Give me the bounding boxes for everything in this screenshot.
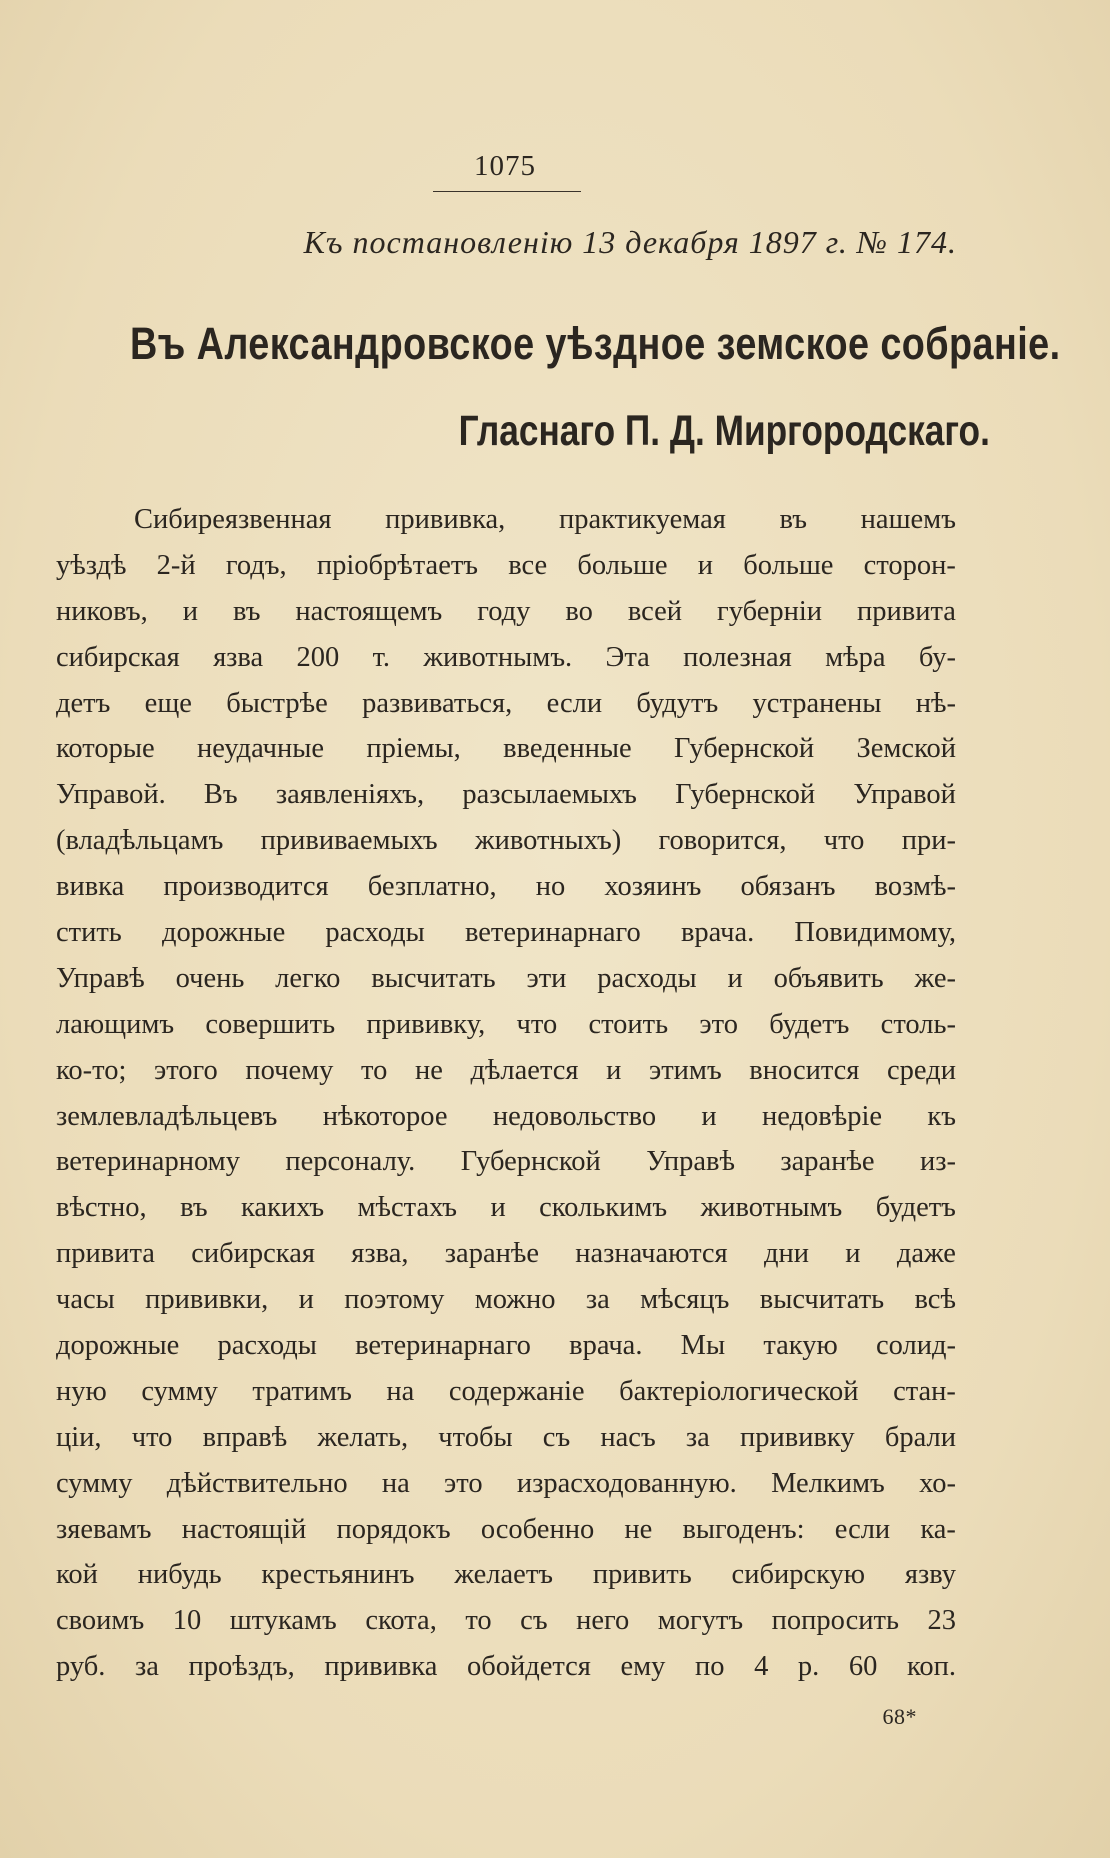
word: язва, [351, 1238, 409, 1270]
text-line [56, 635, 956, 681]
word: очень [175, 962, 245, 994]
word: привита [56, 1238, 155, 1270]
page-number-rule [433, 191, 581, 192]
word: (владѣльцамъ [56, 825, 224, 857]
word: безплатно, [367, 871, 497, 903]
text-line [56, 1369, 956, 1415]
word: желаетъ [454, 1559, 554, 1591]
word: всѣ [914, 1284, 956, 1316]
text-line [56, 818, 956, 864]
word: неудачные [197, 733, 325, 765]
word: настоящемъ [295, 595, 443, 627]
word: 23 [927, 1605, 956, 1637]
word: годъ, [225, 549, 287, 581]
word: Управѣ [56, 962, 145, 994]
word: врача. [569, 1330, 643, 1362]
word: Управой [853, 779, 956, 811]
word: прививку [740, 1421, 855, 1453]
word: заранѣе [444, 1238, 539, 1270]
word: что [823, 825, 865, 857]
word: землевладѣльцевъ [56, 1100, 278, 1132]
word: ветеринарнаго [355, 1330, 531, 1362]
text-line [56, 1231, 956, 1277]
word: дни [763, 1238, 809, 1270]
word: говорится, [658, 825, 787, 857]
word: мѣстахъ [357, 1192, 458, 1224]
word: сумму [56, 1467, 133, 1499]
word: часы [56, 1284, 115, 1316]
text-line [56, 1461, 956, 1507]
word: настоящій [181, 1513, 307, 1545]
word: этимъ [648, 1054, 722, 1086]
word: больше [577, 549, 668, 581]
word: детъ [56, 687, 111, 719]
word: своимъ [56, 1605, 145, 1637]
word: это [444, 1467, 483, 1499]
word: даже [896, 1238, 956, 1270]
word: нѣкоторое [322, 1100, 448, 1132]
word: полезная [683, 641, 792, 673]
word: кой [56, 1559, 98, 1591]
word: ко-то; [56, 1054, 127, 1086]
word: разсылаемыхъ [462, 779, 637, 811]
word: объявить [773, 962, 884, 994]
word: этого [153, 1054, 218, 1086]
word: вивка [56, 871, 125, 903]
text-line [56, 1094, 956, 1140]
signature-mark: 68* [882, 1704, 917, 1729]
word: и [701, 1100, 717, 1132]
word: возмѣ- [874, 871, 956, 903]
word: назначаются [575, 1238, 728, 1270]
word: къ [927, 1100, 956, 1132]
word: среди [887, 1054, 956, 1086]
word: животнымъ. [423, 641, 573, 673]
word: что [131, 1421, 173, 1453]
word: язва [213, 641, 264, 673]
word: устранены [752, 687, 882, 719]
word: будетъ [875, 1192, 956, 1224]
word: поэтому [344, 1284, 445, 1316]
text-line [56, 1323, 956, 1369]
word: мѣсяцъ [640, 1284, 730, 1316]
word: Мы [680, 1330, 726, 1362]
word: нѣ- [915, 687, 956, 719]
word: скота, [365, 1605, 437, 1637]
word: столь- [880, 1008, 956, 1040]
word: если [834, 1513, 891, 1545]
word: сумму [141, 1375, 218, 1407]
word: врача. [680, 917, 755, 949]
word: Губернской [674, 733, 815, 765]
word: 60 [848, 1651, 878, 1683]
text-line [56, 497, 956, 543]
word: сколькимъ [539, 1192, 668, 1224]
word: хозяинъ [604, 871, 702, 903]
word: недовѣріе [762, 1100, 883, 1132]
word: ветеринарнаго [464, 917, 641, 949]
word: тратимъ [252, 1375, 352, 1407]
word: дѣлается [470, 1054, 579, 1086]
text-line [56, 1415, 956, 1461]
word: будутъ [636, 687, 719, 719]
word: ему [620, 1651, 666, 1683]
word: лающимъ [56, 1008, 175, 1040]
word: вправѣ [202, 1421, 288, 1453]
word: привита [857, 595, 956, 627]
word: расходы [325, 917, 425, 949]
word: такую [763, 1330, 838, 1362]
word: солид- [875, 1330, 956, 1362]
word: развиваться, [362, 687, 513, 719]
word: ка- [920, 1513, 956, 1545]
word: вѣстно, [56, 1192, 147, 1224]
word: высчитать [759, 1284, 885, 1316]
word: какихъ [241, 1192, 325, 1224]
word: никовъ, [56, 595, 148, 627]
word: что [516, 1008, 558, 1040]
word: дорожные [161, 917, 286, 949]
word: Мелкимъ [771, 1467, 885, 1499]
word: сибирская [191, 1238, 315, 1270]
word: съ [542, 1421, 571, 1453]
word: Управой. [56, 779, 166, 811]
word: уѣздѣ [56, 549, 127, 581]
word: могутъ [657, 1605, 744, 1637]
text-line [56, 1598, 956, 1644]
word: брали [884, 1421, 956, 1453]
word: въ [232, 595, 261, 627]
word: эти [526, 962, 567, 994]
word: это [699, 1008, 738, 1040]
word: стить [56, 917, 122, 949]
word: всей [627, 595, 683, 627]
word: которые [56, 733, 155, 765]
text-line [56, 1277, 956, 1323]
word: прививку, [366, 1008, 486, 1040]
word: желать, [317, 1421, 409, 1453]
word: т. [372, 641, 391, 673]
word: выгоденъ: [682, 1513, 805, 1545]
word: Губернской [460, 1146, 601, 1178]
word: штукамъ [229, 1605, 337, 1637]
word: ціи, [56, 1421, 102, 1453]
word: практикуемая [558, 504, 726, 535]
word: производится [163, 871, 329, 903]
word: будетъ [769, 1008, 850, 1040]
text-line [56, 1507, 956, 1553]
word: р. [797, 1651, 820, 1683]
word: легко [275, 962, 341, 994]
body-text [56, 497, 956, 1690]
text-line [56, 543, 956, 589]
text-line [56, 1139, 956, 1185]
word: Въ [203, 779, 238, 811]
word: прививки, [145, 1284, 269, 1316]
word: съ [520, 1605, 548, 1637]
word: при- [901, 825, 956, 857]
text-line [56, 1048, 956, 1094]
word: израсходованную. [516, 1467, 737, 1499]
word: насъ [600, 1421, 656, 1453]
word: быстрѣе [226, 687, 328, 719]
word: то [361, 1054, 388, 1086]
text-line [56, 772, 956, 818]
word: обойдется [466, 1651, 591, 1683]
word: проѣздъ, [188, 1651, 295, 1683]
word: персоналу. [285, 1146, 416, 1178]
word: язву [904, 1559, 956, 1591]
word: на [381, 1467, 410, 1499]
text-line [56, 681, 956, 727]
word: зяевамъ [56, 1513, 152, 1545]
word: ветеринарному [56, 1146, 240, 1178]
word: мѣра [825, 641, 886, 673]
word: на [386, 1375, 415, 1407]
word: еще [144, 687, 192, 719]
word: недовольство [492, 1100, 657, 1132]
word: 200 [296, 641, 340, 673]
word: высчитать [371, 962, 496, 994]
word: и [845, 1238, 861, 1270]
word: и [697, 549, 714, 581]
word: и [606, 1054, 622, 1086]
word: Сибиреязвенная [134, 504, 332, 535]
word: если [546, 687, 603, 719]
word: из- [919, 1146, 956, 1178]
word: не [624, 1513, 653, 1545]
text-line [56, 1552, 956, 1598]
word: Управѣ [646, 1146, 735, 1178]
word: въ [779, 504, 807, 535]
word: бактеріологической [619, 1375, 859, 1407]
word: хо- [919, 1467, 956, 1499]
word: привить [592, 1559, 692, 1591]
word: попросить [771, 1605, 899, 1637]
word: введенные [503, 733, 632, 765]
word: 4 [754, 1651, 769, 1683]
word: нашемъ [860, 504, 956, 535]
word: животнымъ [700, 1192, 843, 1224]
word: обязанъ [740, 871, 836, 903]
word: стан- [893, 1375, 956, 1407]
word: Повидимому, [794, 917, 956, 949]
word: дѣйствительно [166, 1467, 348, 1499]
word: и [182, 595, 198, 627]
word: больше [743, 549, 834, 581]
word: 10 [172, 1605, 202, 1637]
word: 2-й [156, 549, 196, 581]
word: въ [180, 1192, 208, 1224]
word: вносится [749, 1054, 860, 1086]
word: стоить [588, 1008, 669, 1040]
word: порядокъ [336, 1513, 451, 1545]
word: чтобы [438, 1421, 513, 1453]
word: прививка [324, 1651, 438, 1683]
word: заранѣе [780, 1146, 875, 1178]
word: расходы [217, 1330, 317, 1362]
word: году [477, 595, 531, 627]
word: сибирскую [731, 1559, 866, 1591]
word: же- [914, 962, 956, 994]
word: Земской [856, 733, 956, 765]
word: но [535, 871, 566, 903]
word: и [298, 1284, 314, 1316]
word: пріобрѣтаетъ [316, 549, 479, 581]
word: прививка, [385, 504, 506, 535]
word: ную [56, 1375, 107, 1407]
text-line [56, 726, 956, 772]
word: особенно [480, 1513, 595, 1545]
page-number: 1075 [474, 150, 536, 182]
word: руб. [56, 1651, 106, 1683]
word: и [727, 962, 743, 994]
word: то [465, 1605, 492, 1637]
word: можно [474, 1284, 556, 1316]
word: Губернской [675, 779, 816, 811]
text-line [56, 910, 956, 956]
text-line [56, 1644, 956, 1690]
text-line [56, 1185, 956, 1231]
word: совершить [205, 1008, 336, 1040]
word: за [685, 1421, 710, 1453]
word: заявленіяхъ, [275, 779, 425, 811]
word: Эта [605, 641, 650, 673]
word: бу- [918, 641, 956, 673]
word: расходы [597, 962, 697, 994]
document-heading: Въ Александровское уѣздное земское собраніе. [130, 318, 1061, 369]
text-line [56, 956, 956, 1002]
word: почему [245, 1054, 334, 1086]
resolution-reference: Къ постановленію 13 декабря 1897 г. № 174. [303, 224, 957, 260]
word: животныхъ) [474, 825, 622, 857]
word: и [490, 1192, 506, 1224]
word: все [508, 549, 548, 581]
word: во [565, 595, 593, 627]
text-line [56, 1002, 956, 1048]
text-line [56, 589, 956, 635]
word: сибирская [56, 641, 180, 673]
word: нибудь [137, 1559, 222, 1591]
word: губерніи [717, 595, 823, 627]
word: дорожные [56, 1330, 180, 1362]
word: прививаемыхъ [260, 825, 438, 857]
word: него [576, 1605, 630, 1637]
word: за [585, 1284, 610, 1316]
text-line [56, 864, 956, 910]
word: крестьянинъ [261, 1559, 415, 1591]
word: не [414, 1054, 443, 1086]
word: за [134, 1651, 159, 1683]
word: по [695, 1651, 725, 1683]
word: сторон- [863, 549, 956, 581]
word: содержаніе [448, 1375, 585, 1407]
word: коп. [906, 1651, 956, 1683]
word: пріемы, [366, 733, 461, 765]
document-author: Гласнаго П. Д. Миргородскаго. [458, 407, 990, 455]
